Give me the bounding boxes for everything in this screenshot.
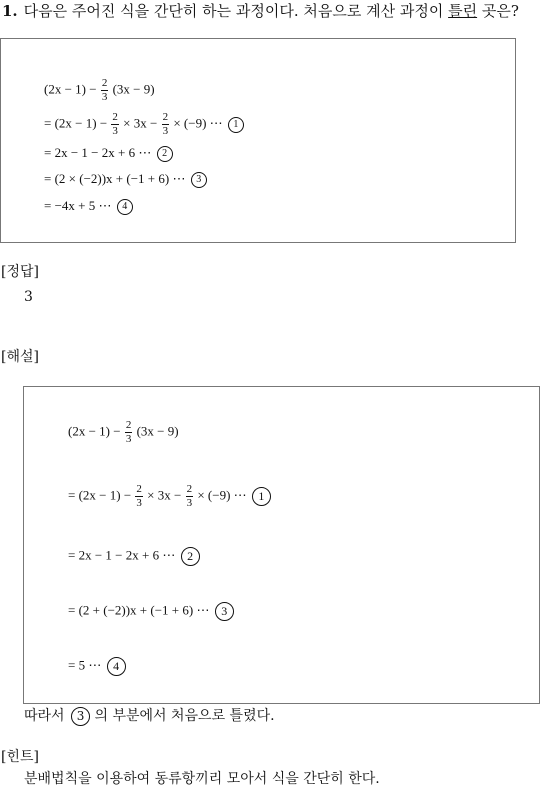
explanation-line-3	[68, 602, 234, 621]
problem-box	[0, 38, 516, 243]
fraction	[111, 111, 119, 138]
line-text: (2x − 1) −	[44, 81, 97, 97]
hint-label: [힌트]	[1, 749, 39, 765]
problem-line-0	[44, 77, 155, 104]
fraction-numerator: 2	[136, 483, 142, 495]
line-text: (3x − 9)	[136, 423, 179, 439]
circled-number: 3	[191, 172, 207, 188]
circled-number: 4	[107, 657, 126, 676]
fraction	[186, 483, 194, 510]
line-text: × 3x −	[147, 487, 182, 503]
fraction-denominator: 3	[136, 497, 142, 509]
explanation-line-0	[68, 419, 179, 446]
conclusion-text: 따라서	[24, 708, 65, 724]
problem-line-4	[44, 198, 133, 215]
fraction	[162, 111, 170, 138]
fraction-denominator: 3	[186, 497, 193, 509]
line-text: × (−9) ⋯	[173, 115, 223, 131]
explanation-label: [해설]	[1, 349, 39, 365]
line-text: = (2x − 1) −	[68, 487, 132, 503]
fraction	[135, 483, 143, 510]
question-number: 1.	[2, 2, 18, 20]
line-text: = 5 ⋯	[68, 657, 102, 673]
explanation-line-4	[68, 657, 126, 676]
line-text: = (2 × (−2))x + (−1 + 6) ⋯	[44, 171, 186, 186]
circled-number: 2	[157, 146, 173, 162]
line-text: = (2 + (−2))x + (−1 + 6) ⋯	[68, 602, 210, 618]
circled-number: 4	[117, 199, 133, 215]
circled-number: 2	[181, 547, 200, 566]
question-text-before: 다음은 주어진 식을 간단히 하는 과정이다. 처음으로 계산 과정이	[23, 2, 444, 20]
line-text: = 2x − 1 − 2x + 6 ⋯	[68, 547, 176, 563]
line-text: (2x − 1) −	[68, 423, 121, 439]
problem-line-3	[44, 171, 207, 188]
problem-line-1	[44, 111, 244, 138]
fraction-numerator: 2	[101, 77, 108, 89]
explanation-conclusion	[24, 706, 275, 726]
fraction	[101, 77, 109, 104]
fraction	[125, 419, 133, 446]
fraction-numerator: 2	[112, 111, 118, 123]
problem-line-2	[44, 145, 173, 162]
fraction-numerator: 2	[186, 483, 193, 495]
fraction-denominator: 3	[101, 91, 108, 103]
line-text: × 3x −	[123, 115, 158, 131]
explanation-box	[23, 386, 540, 704]
explanation-line-1	[68, 483, 271, 510]
question-text	[2, 0, 519, 22]
circled-number: 1	[252, 487, 271, 506]
answer-value: 3	[24, 289, 33, 305]
question-text-after: 곳은?	[481, 2, 519, 20]
question-underlined-word: 틀린	[448, 2, 478, 20]
line-text: (3x − 9)	[112, 81, 155, 97]
circled-number: 3	[71, 707, 90, 726]
fraction-numerator: 2	[125, 419, 132, 431]
circled-number: 1	[228, 117, 244, 133]
explanation-line-2	[68, 547, 200, 566]
fraction-denominator: 3	[162, 125, 169, 137]
circled-number: 3	[215, 602, 234, 621]
fraction-denominator: 3	[112, 125, 118, 137]
hint-text: 분배법칙을 이용하여 동류항끼리 모아서 식을 간단히 한다.	[24, 771, 380, 787]
conclusion-text: 의 부분에서 처음으로 틀렸다.	[94, 708, 275, 724]
fraction-denominator: 3	[125, 433, 132, 445]
fraction-numerator: 2	[162, 111, 169, 123]
answer-label: [정답]	[1, 264, 39, 280]
line-text: = 2x − 1 − 2x + 6 ⋯	[44, 145, 152, 160]
line-text: = (2x − 1) −	[44, 115, 108, 131]
line-text: = −4x + 5 ⋯	[44, 198, 112, 213]
line-text: × (−9) ⋯	[197, 487, 247, 503]
